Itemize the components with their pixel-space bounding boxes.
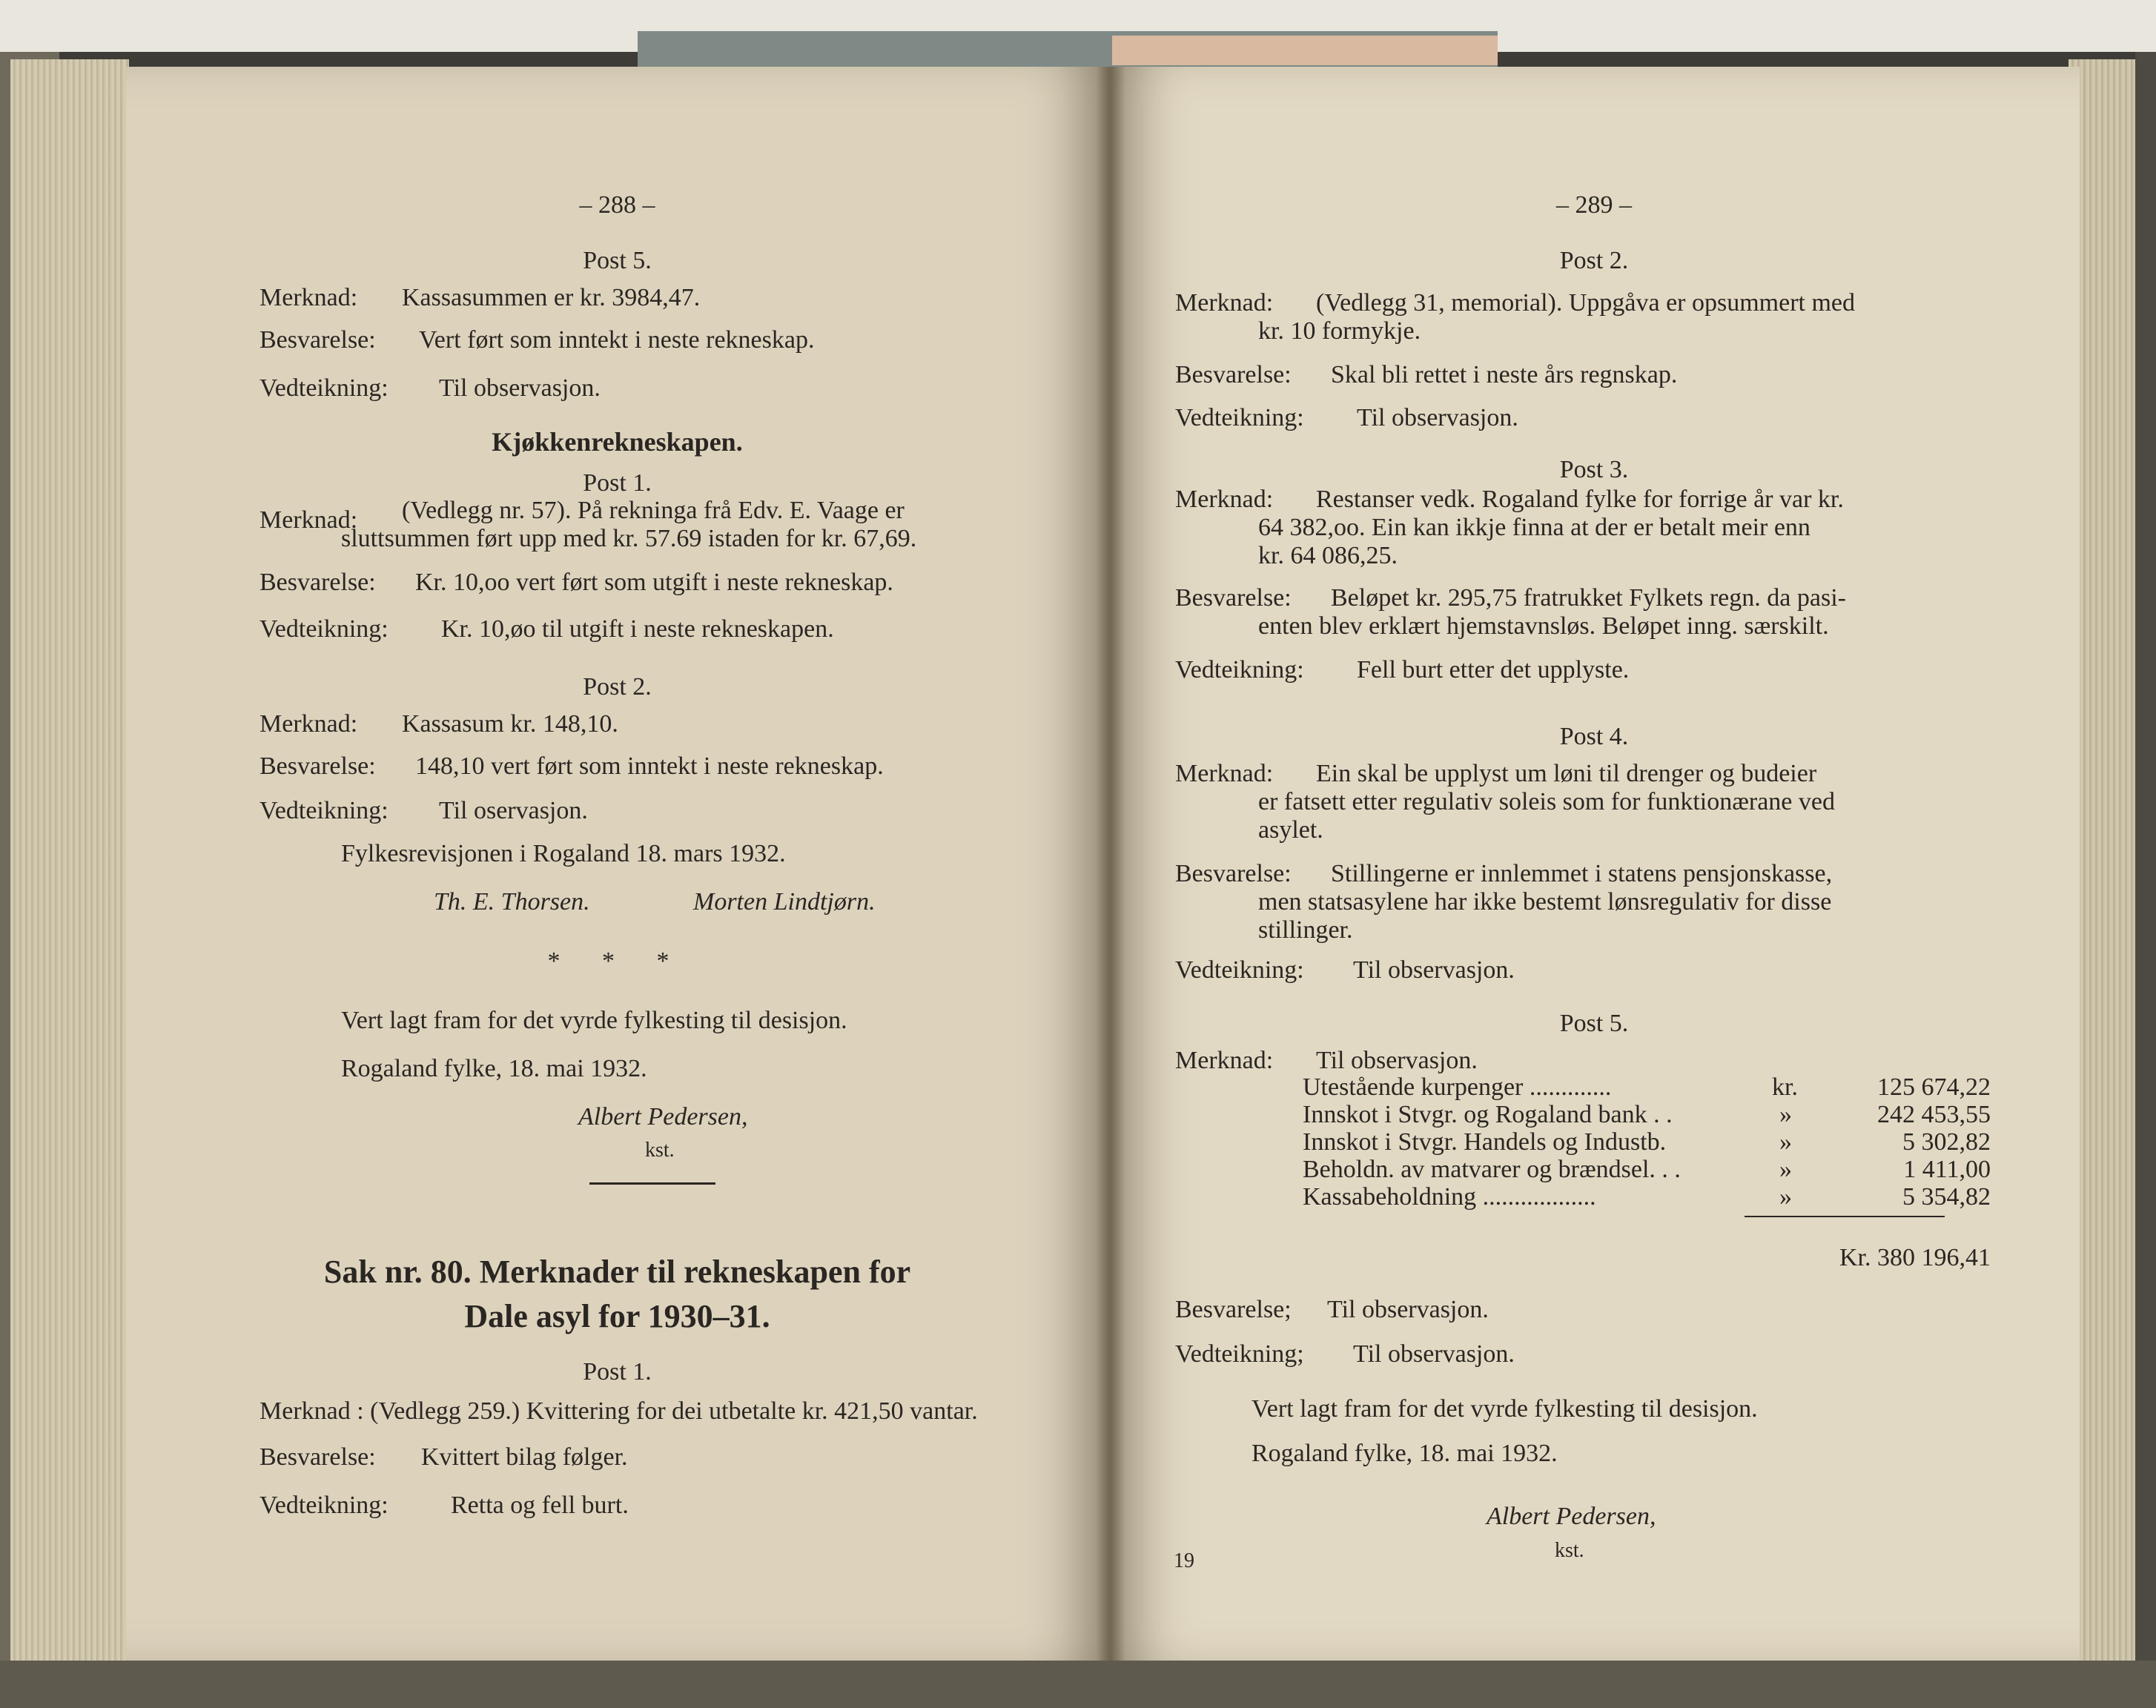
post-heading: Post 1. (583, 469, 652, 497)
besvarelse-label: Besvarelse: (1175, 584, 1292, 612)
page-edges-left (10, 59, 129, 1661)
account-row-unit: » (1779, 1156, 1792, 1183)
post-heading: Post 2. (1559, 247, 1629, 274)
vedteikning-text: Kr. 10,øo til utgift i neste rekneskapen. (441, 615, 834, 643)
vedteikning-label: Vedteikning: (259, 615, 388, 643)
besvarelse-text: Stillingerne er innlemmet i statens pensjonskasse, (1331, 860, 1833, 887)
account-row-unit: » (1779, 1183, 1792, 1211)
signer-name: Albert Pedersen, (578, 1103, 748, 1131)
vedteikning-text: Til observasjon. (439, 374, 601, 402)
vedteikning-text: Til observasjon. (1353, 956, 1515, 984)
vedteikning-label: Vedteikning: (1175, 656, 1304, 683)
besvarelse-text: Beløpet kr. 295,75 fratrukket Fylkets regn. da pasi- (1331, 584, 1846, 612)
date-line: Rogaland fylke, 18. mai 1932. (1251, 1440, 1558, 1467)
vedteikning-label: Vedteikning: (259, 374, 388, 402)
sak-title: Sak nr. 80. Merknader til rekneskapen for (323, 1254, 911, 1290)
besvarelse-text: stillinger. (1258, 916, 1353, 944)
account-row-amount: 125 674,22 (1877, 1073, 1991, 1101)
besvarelse-label: Besvarelse: (1175, 361, 1292, 388)
signer-title: kst. (1555, 1539, 1584, 1562)
besvarelse-text: Skal bli rettet i neste års regnskap. (1331, 361, 1678, 388)
besvarelse-text: Vert ført som inntekt i neste rekneskap. (419, 326, 815, 354)
besvarelse-label: Besvarelse: (259, 752, 376, 780)
besvarelse-label: Besvarelse; (1175, 1296, 1292, 1323)
besvarelse-label: Besvarelse: (259, 326, 376, 354)
merknad-label: Merknad: (259, 506, 358, 534)
post-heading: Post 2. (583, 673, 652, 701)
signature-mark: 19 (1174, 1549, 1194, 1572)
merknad-label: Merknad: (259, 710, 358, 738)
vedteikning-text: Til oservasjon. (439, 797, 588, 824)
account-row-unit: » (1779, 1101, 1792, 1128)
account-row-unit: » (1779, 1128, 1792, 1156)
besvarelse-label: Besvarelse: (259, 1443, 376, 1471)
merknad-label: Merknad: (1175, 760, 1274, 787)
merknad-text: Restanser vedk. Rogaland fylke for forrige år var kr. (1316, 486, 1844, 513)
merknad-text: Kassasum kr. 148,10. (402, 710, 618, 738)
book-gutter (1096, 67, 1125, 1661)
merknad-text: kr. 10 formykje. (1258, 317, 1421, 345)
account-total: Kr. 380 196,41 (1839, 1244, 1991, 1271)
account-row-label: Utestående kurpenger ............. (1303, 1073, 1612, 1101)
merknad-text: (Vedlegg nr. 57). På rekninga frå Edv. E. Vaage er (402, 497, 905, 524)
post-heading: Post 5. (583, 247, 652, 274)
book-headband-accent (1112, 36, 1498, 65)
merknad-text: sluttsummen ført upp med kr. 57.69 istaden for kr. 67,69. (341, 525, 917, 552)
besvarelse-text: men statsasylene har ikke bestemt lønsregulativ for disse (1258, 888, 1832, 916)
merknad-text: (Vedlegg 31, memorial). Uppgåva er opsummert med (1316, 289, 1856, 317)
vedteikning-text: Til observasjon. (1353, 1340, 1515, 1368)
merknad-text: kr. 64 086,25. (1258, 542, 1398, 569)
account-row-label: Innskot i Stvgr. Handels og Industb. (1303, 1128, 1667, 1156)
page-number: – 288 – (579, 191, 655, 219)
signer-name: Albert Pedersen, (1487, 1503, 1656, 1530)
besvarelse-label: Besvarelse: (1175, 860, 1292, 887)
vedteikning-label: Vedteikning; (1175, 1340, 1304, 1368)
post-heading: Post 3. (1559, 456, 1629, 483)
separator-stars: * * * (547, 947, 687, 975)
sak-title: Dale asyl for 1930–31. (464, 1298, 770, 1334)
book-cover-right (2135, 52, 2156, 1708)
post-heading: Post 1. (583, 1358, 652, 1386)
merknad-text: er fatsett etter regulativ soleis som for funktionærane ved (1258, 788, 1835, 815)
vedteikning-text: Til observasjon. (1357, 404, 1518, 431)
vedteikning-label: Vedteikning: (259, 1492, 388, 1519)
signature: Th. E. Thorsen. (434, 888, 590, 916)
merknad-text: 64 382,oo. Ein kan ikkje finna at der er betalt meir enn (1258, 514, 1811, 541)
vedteikning-label: Vedteikning: (1175, 956, 1304, 984)
page-number: – 289 – (1556, 191, 1632, 219)
right-page (1108, 67, 2080, 1661)
sum-rule (1745, 1216, 1945, 1217)
merknad-label: Merknad: (1175, 1047, 1274, 1074)
vedteikning-label: Vedteikning: (259, 797, 388, 824)
revisjon-line: Fylkesrevisjonen i Rogaland 18. mars 1932. (341, 840, 786, 867)
signer-title: kst. (645, 1139, 675, 1162)
account-row-amount: 242 453,55 (1877, 1101, 1991, 1128)
merknad-text: Ein skal be upplyst um løni til drenger og budeier (1316, 760, 1817, 787)
besvarelse-text: enten blev erklært hjemstavnsløs. Beløpet inng. særskilt. (1258, 612, 1829, 640)
vert-lagt: Vert lagt fram for det vyrde fylkesting til desisjon. (1251, 1395, 1758, 1423)
besvarelse-text: Kr. 10,oo vert ført som utgift i neste rekneskap. (415, 569, 893, 596)
merknad-text: asylet. (1258, 816, 1323, 844)
merknad-text: Merknad : (Vedlegg 259.) Kvittering for dei utbetalte kr. 421,50 vantar. (259, 1397, 978, 1425)
merknad-label: Merknad: (259, 284, 358, 311)
merknad-label: Merknad: (1175, 289, 1274, 317)
besvarelse-label: Besvarelse: (259, 569, 376, 596)
left-page (126, 67, 1108, 1661)
post-heading: Post 4. (1559, 723, 1629, 750)
account-row-amount: 5 302,82 (1902, 1128, 1991, 1156)
merknad-text: Kassasummen er kr. 3984,47. (402, 284, 701, 311)
account-row-label: Kassabeholdning .................. (1303, 1183, 1596, 1211)
vedteikning-label: Vedteikning: (1175, 404, 1304, 431)
vert-lagt: Vert lagt fram for det vyrde fylkesting til desisjon. (341, 1007, 847, 1034)
account-row-amount: 1 411,00 (1903, 1156, 1991, 1183)
besvarelse-text: Til observasjon. (1327, 1296, 1489, 1323)
book-cover-bottom (0, 1661, 2156, 1708)
account-row-unit: kr. (1772, 1073, 1798, 1101)
date-line: Rogaland fylke, 18. mai 1932. (341, 1055, 647, 1082)
section-title: Kjøkkenrekneskapen. (492, 427, 743, 457)
post-heading: Post 5. (1559, 1010, 1629, 1037)
merknad-label: Merknad: (1175, 486, 1274, 513)
account-row-label: Beholdn. av matvarer og brændsel. . . (1303, 1156, 1681, 1183)
besvarelse-text: 148,10 vert ført som inntekt i neste rekneskap. (415, 752, 884, 780)
vedteikning-text: Retta og fell burt. (451, 1492, 629, 1519)
account-row-label: Innskot i Stvgr. og Rogaland bank . . (1303, 1101, 1673, 1128)
account-row-amount: 5 354,82 (1902, 1183, 1991, 1211)
divider (589, 1182, 715, 1185)
vedteikning-text: Fell burt etter det upplyste. (1357, 656, 1630, 683)
merknad-text: Til observasjon. (1316, 1047, 1478, 1074)
signature: Morten Lindtjørn. (693, 888, 876, 916)
besvarelse-text: Kvittert bilag følger. (421, 1443, 628, 1471)
